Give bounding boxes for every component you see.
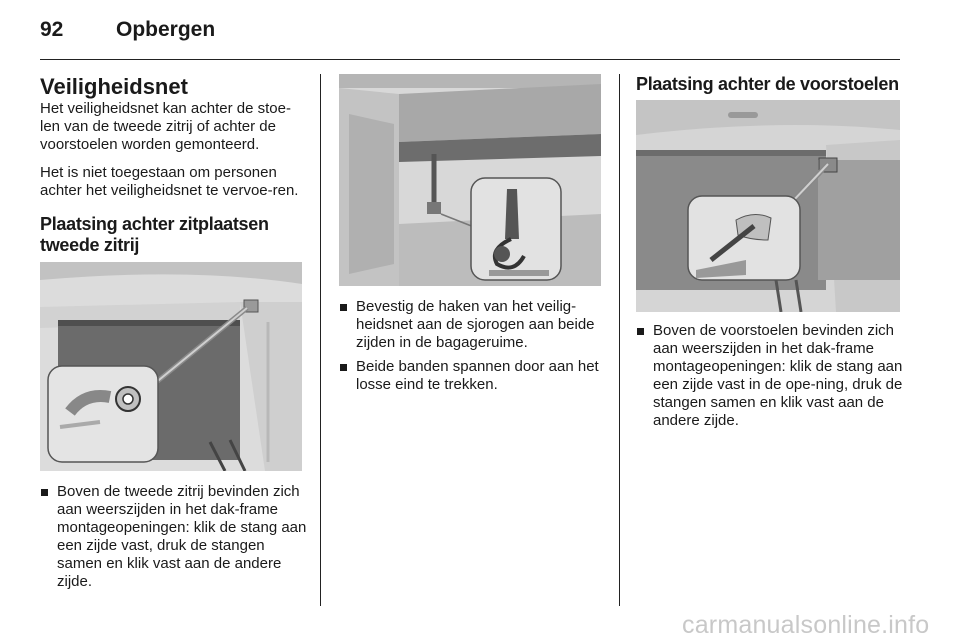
column-right — [636, 74, 904, 436]
intro-paragraph: Het veiligheidsnet kan achter de stoe-len van de tweede zitrij of achter de voorstoelen worden gemonteerd. — [40, 100, 291, 153]
list-item: Beide banden spannen door aan het losse eind te trekken. — [339, 358, 603, 394]
instruction-list — [40, 483, 308, 591]
figure-net-front-seats — [636, 100, 900, 312]
instruction-list — [636, 322, 904, 430]
figure-net-rear-seats — [40, 262, 302, 471]
column-middle — [339, 74, 603, 400]
subsection-heading: Plaatsing achter de voorstoelen — [636, 74, 899, 94]
instruction-list — [339, 298, 603, 394]
figure-net-hooks-cargo — [339, 74, 601, 286]
page-number: 92 — [40, 18, 64, 41]
column-divider — [320, 74, 321, 606]
watermark: carmanualsonline.info — [682, 611, 930, 639]
list-item: Boven de voorstoelen bevinden zich aan weerszijden in het dak-frame montageopeningen: klik de stang aan een zijde vast in de ope-ning, druk de stangen samen en klik vast aan de andere zijde. — [636, 322, 904, 430]
page-title: Opbergen — [116, 18, 216, 41]
column-divider — [619, 74, 620, 606]
section-heading: Veiligheidsnet — [40, 74, 188, 99]
list-item: Bevestig de haken van het veilig-heidsnet aan de sjorogen aan beide zijden in de bagageruime. — [339, 298, 603, 352]
column-left — [40, 74, 308, 597]
subsection-heading: Plaatsing achter zitplaatsen tweede zitrij — [40, 214, 269, 255]
warning-paragraph: Het is niet toegestaan om personen achter het veiligheidsnet te vervoe-ren. — [40, 164, 299, 199]
header-rule — [40, 59, 900, 60]
list-item: Boven de tweede zitrij bevinden zich aan weerszijden in het dak-frame montageopeningen: klik de stang aan een zijde vast, druk de stangen samen en klik vast aan de andere zijde. — [40, 483, 308, 591]
